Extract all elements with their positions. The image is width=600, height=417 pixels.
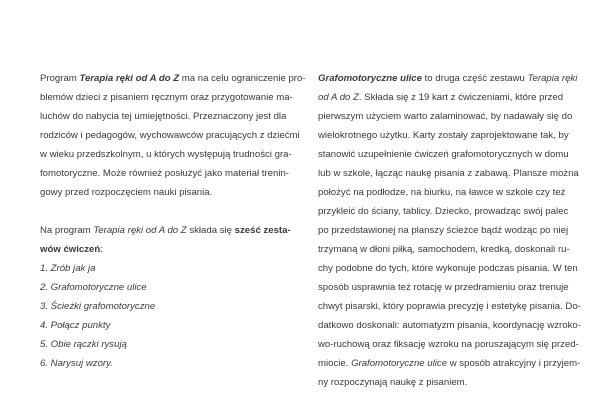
right-column xyxy=(318,69,581,392)
text-line: ny rozpoczynają naukę z pisaniem. xyxy=(318,377,468,388)
intro-paragraph xyxy=(40,69,306,202)
text-line: blemów dzieci z pisaniem ręcznym oraz przygotowanie ma- xyxy=(40,92,293,103)
program-title: Terapia ręki od A do Z xyxy=(79,73,180,84)
program-title: od A do Z xyxy=(318,92,359,103)
text-run: składa się xyxy=(186,225,235,236)
text-run: . Składa się z 19 kart z ćwiczeniami, które przed xyxy=(358,92,564,103)
product-title: Grafomotoryczne ulice xyxy=(351,358,448,369)
text-line: stanowić uzupełnienie ćwiczeń grafomotorycznych w domu xyxy=(318,149,569,160)
exercise-list xyxy=(40,259,279,373)
text-line xyxy=(318,354,581,373)
list-item xyxy=(40,278,279,297)
text-run: Na program xyxy=(40,225,94,236)
list-item-text: 6. Narysuj wzory. xyxy=(40,358,113,369)
text-line xyxy=(40,69,306,88)
list-item-text: 1. Zrób jak ja xyxy=(40,263,96,274)
text-line xyxy=(40,221,291,240)
paragraph-gap xyxy=(40,202,279,221)
text-line xyxy=(318,88,564,107)
program-paragraph xyxy=(40,221,291,259)
bold-text: sześć zesta- xyxy=(234,225,291,236)
left-column xyxy=(40,69,306,373)
text-line: sposób usprawnia też rotację w przedramieniu oraz trenuje xyxy=(318,282,569,293)
list-item xyxy=(40,259,279,278)
text-run: w sposób atrakcyjny i przyjem- xyxy=(447,358,581,369)
text-line: lub w szkole, łącząc naukę pisania z zabawą. Plansze można xyxy=(318,168,579,179)
list-item-text: 2. Grafomotoryczne ulice xyxy=(40,282,147,293)
list-item xyxy=(40,316,279,335)
text-line: pierwszym użyciem warto zalaminować, by nadawały się do xyxy=(318,111,573,122)
list-item xyxy=(40,297,279,316)
bold-text: wów ćwiczeń xyxy=(40,244,101,255)
text-line: gowy przed rozpoczęciem nauki pisania. xyxy=(40,187,213,198)
text-line: w wieku przedszkolnym, u których występują trudności gra- xyxy=(40,149,292,160)
text-line: fomotoryczne. Może również posłużyć jako materiał trenin- xyxy=(40,168,290,179)
program-title: Terapia ręki od A do Z xyxy=(93,225,187,236)
text-line: położyć na podłodze, na biurku, na ławce w szkole czy też xyxy=(318,187,566,198)
program-title: Terapia ręki xyxy=(527,73,578,84)
text-line: wielokrotnego użytku. Karty zostały zaprojektowane tak, by xyxy=(318,130,569,141)
list-item-text: 3. Ścieżki grafomotoryczne xyxy=(40,301,156,312)
text-line: datkowo doskonali: automatyzm pisania, koordynację wzroko- xyxy=(318,320,581,331)
text-run: Program xyxy=(40,73,80,84)
text-line: chwyt pisarski, który poprawia precyzję i estetykę pisania. Do- xyxy=(318,301,581,312)
text-line: rodziców i pedagogów, wychowawców pracujących z dziećmi xyxy=(40,130,300,141)
text-run: : xyxy=(100,244,103,255)
text-line: trzymaną w dłoni piłką, samochodem, kredką, doskonali ru- xyxy=(318,244,570,255)
text-run: to druga część zestawu xyxy=(421,73,528,84)
text-line xyxy=(40,240,279,259)
text-run: ma na celu ograniczenie pro- xyxy=(179,73,306,84)
text-line: po przedstawionej na planszy ścieżce bądź wodząc po niej xyxy=(318,225,569,236)
list-item-text: 4. Połącz punkty xyxy=(40,320,111,331)
text-line xyxy=(318,69,578,88)
list-item xyxy=(40,335,279,354)
text-line: przykleić do ściany, tablicy. Dziecko, prowadząc swój palec xyxy=(318,206,569,217)
text-line: chy podobne do tych, które wykonuje podczas pisania. W ten xyxy=(318,263,578,274)
list-item xyxy=(40,354,279,373)
text-line: luchów do nabycia tej umiejętności. Przeznaczony jest dla xyxy=(40,111,287,122)
description-paragraph xyxy=(318,69,581,392)
list-item-text: 5. Obie rączki rysują xyxy=(40,339,127,350)
product-title: Grafomotoryczne ulice xyxy=(318,73,422,84)
text-line: wo-ruchową oraz fiksację wzroku na poruszającym się przed- xyxy=(318,339,579,350)
text-run: miocie. xyxy=(318,358,352,369)
